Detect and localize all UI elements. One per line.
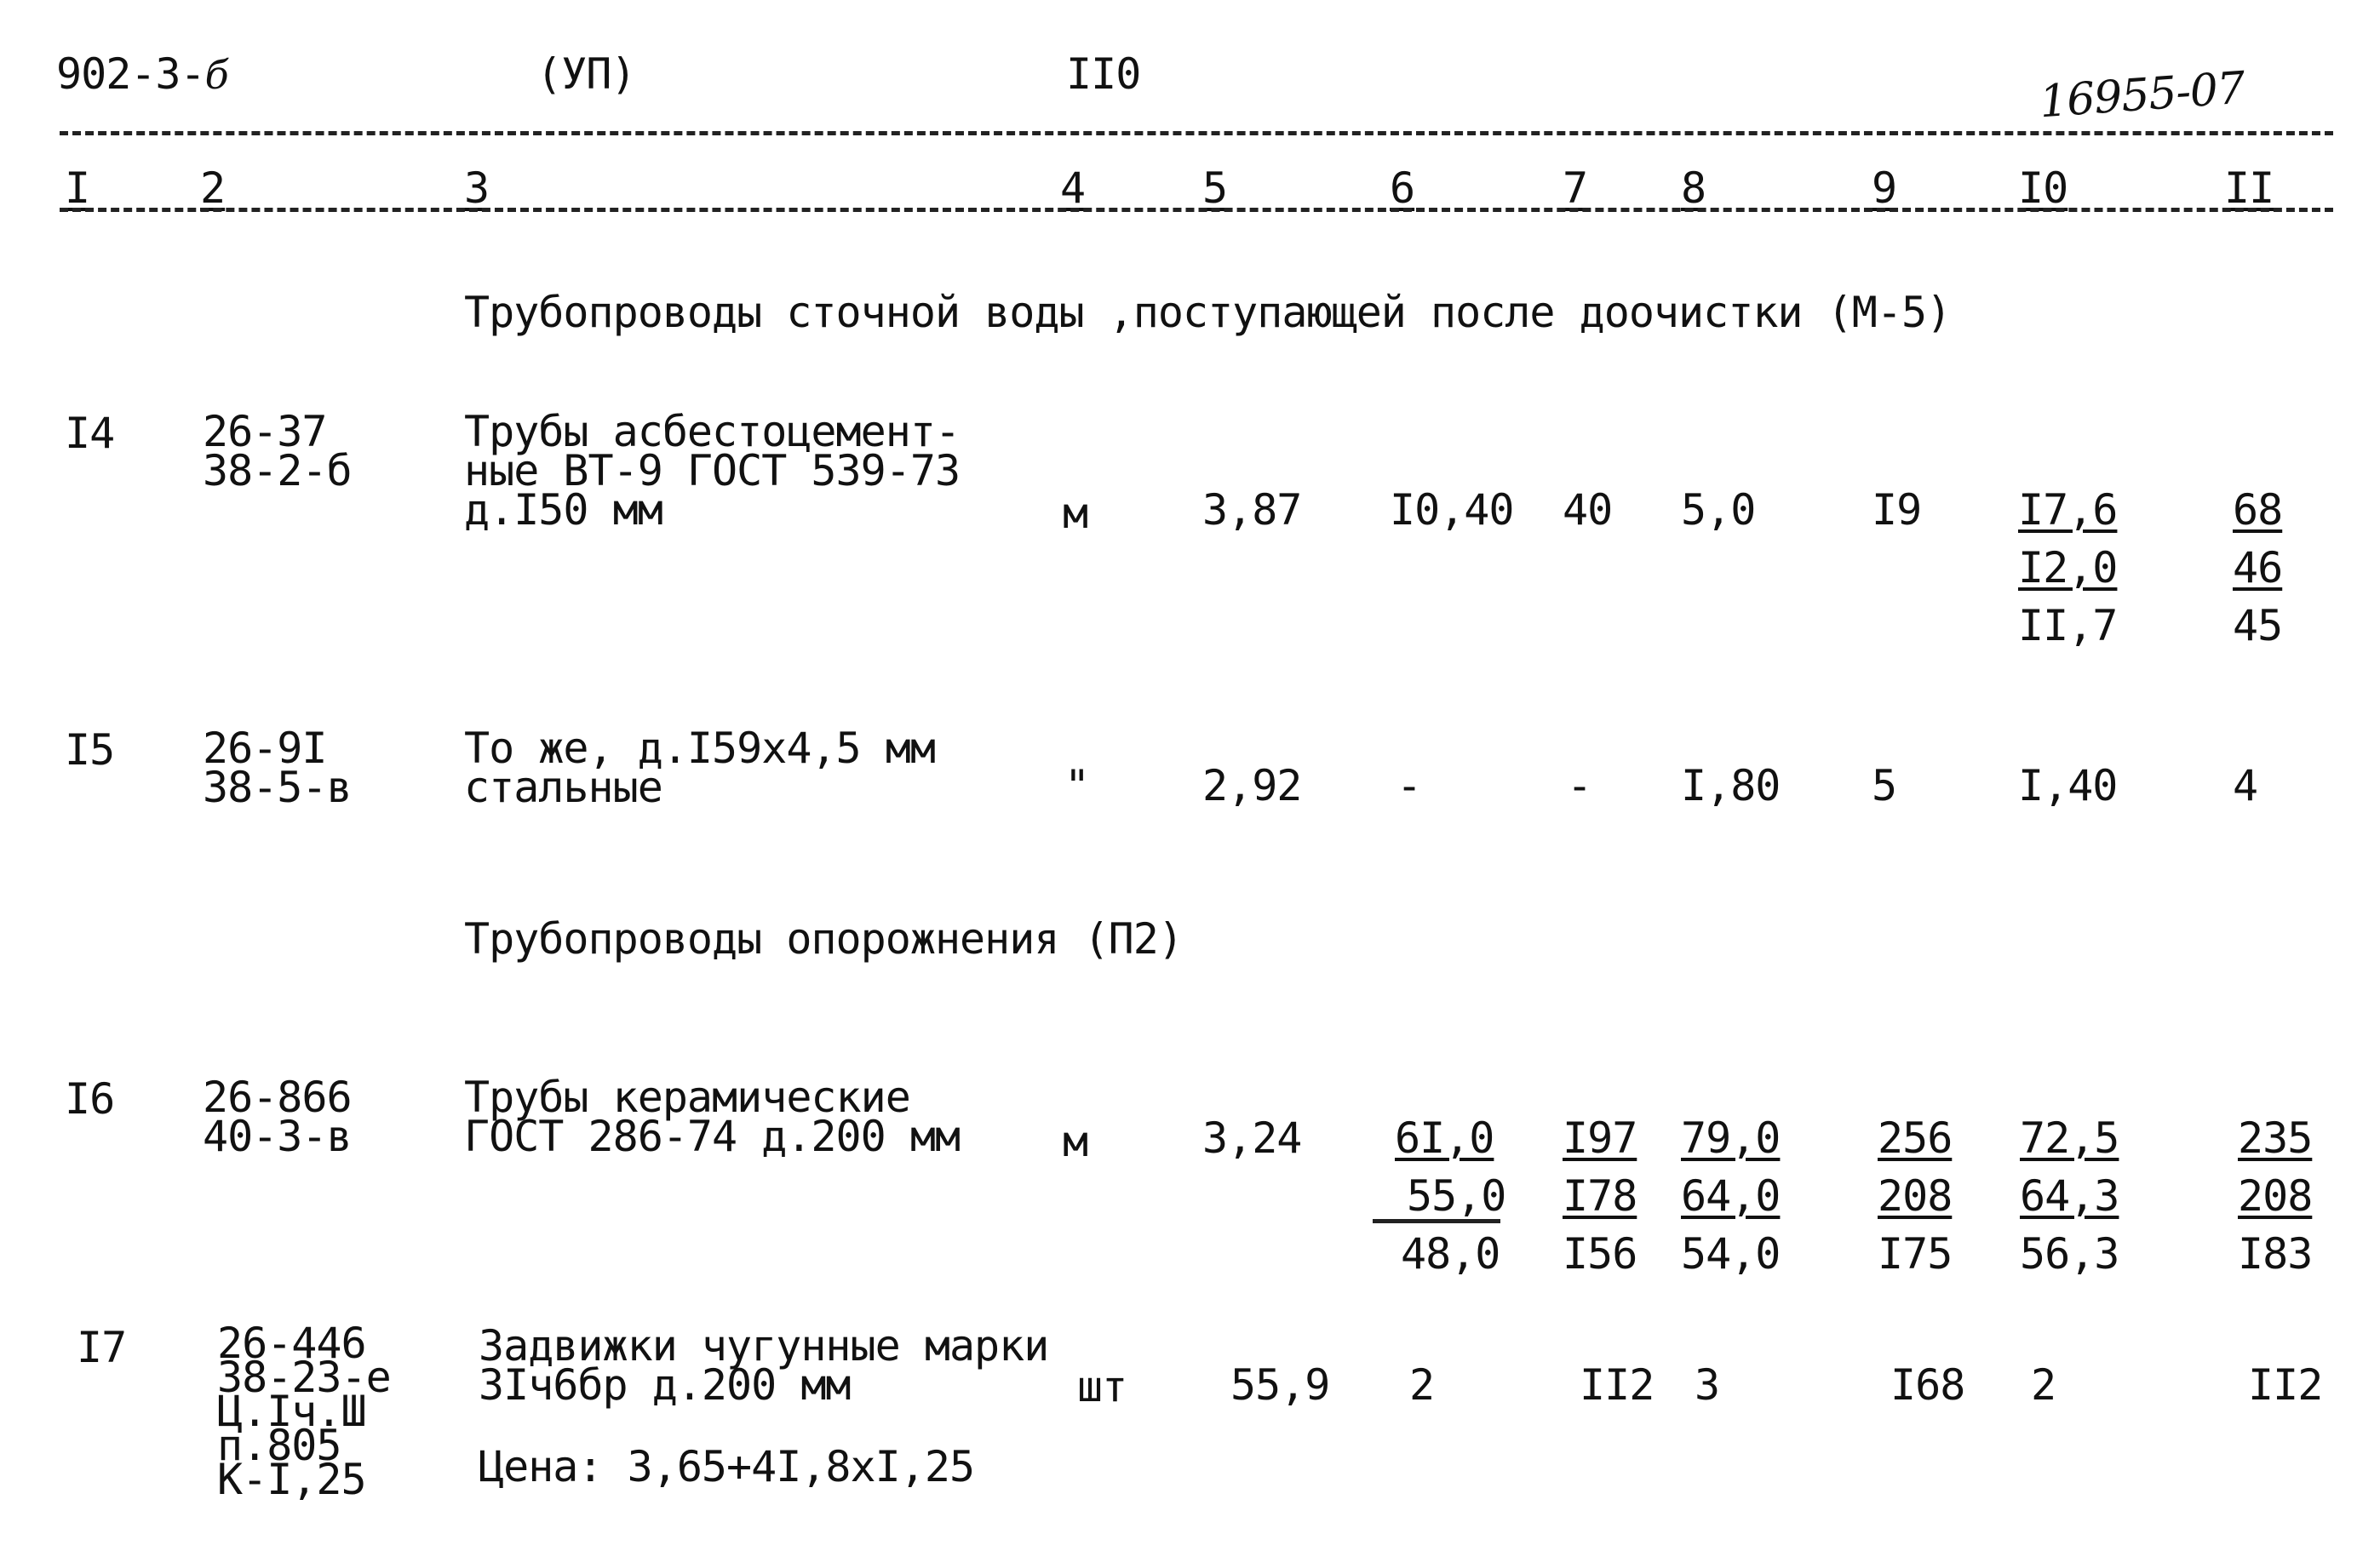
row-i6-col11-value-1: 235 xyxy=(2238,1113,2313,1163)
document-code xyxy=(56,49,228,99)
row-i6-col6-value-1: 6I,0 xyxy=(1395,1113,1494,1163)
row-i6-description: Трубы керамические ГОСТ 286-74 д.200 мм xyxy=(464,1073,961,1161)
row-i6-col10-value-2: 64,3 xyxy=(2020,1171,2119,1221)
row-i4-col5: 3,87 xyxy=(1202,485,1302,535)
row-i4-col10-value-1: I7,6 xyxy=(2018,485,2118,535)
column-number-9: 9 xyxy=(1872,163,1897,213)
row-i4-col9: I9 xyxy=(1872,485,1922,535)
row-i5-col8: I,80 xyxy=(1681,761,1781,810)
row-i6-col8-value-2: 64,0 xyxy=(1681,1171,1781,1221)
column-number-3: 3 xyxy=(464,163,490,213)
row-i4-description: Трубы асбестоцемент- ные ВТ-9 ГОСТ 539-73 д.I50 мм xyxy=(464,407,961,535)
archive-number: 16955-07 xyxy=(2038,62,2246,129)
row-i4-col10-value-2: I2,0 xyxy=(2018,543,2118,592)
row-i6-number: I6 xyxy=(65,1074,115,1124)
row-i6-col10-value-3: 56,3 xyxy=(2020,1229,2119,1279)
row-i5-col5: 2,92 xyxy=(1202,761,1302,810)
row-i4-col8: 5,0 xyxy=(1681,485,1756,535)
row-i7-col6: 2 xyxy=(1409,1360,1435,1410)
row-i4-col7: 40 xyxy=(1563,485,1613,535)
column-number-5: 5 xyxy=(1202,163,1228,213)
row-i4-col6: I0,40 xyxy=(1390,485,1514,535)
document-code-printed: 902-3- xyxy=(56,49,205,99)
row-i7-col8: 3 xyxy=(1695,1360,1720,1410)
column-number-4: 4 xyxy=(1060,163,1086,213)
row-i6-col9-value-1: 256 xyxy=(1878,1113,1953,1163)
row-i6-col8-value-1: 79,0 xyxy=(1681,1113,1781,1163)
row-i4-col11-value-1: 68 xyxy=(2233,485,2283,535)
section-title-wastewater: Трубопроводы сточной воды ,поступающей после доочистки (М-5) xyxy=(464,288,1952,337)
row-i7-code: 26-446 38-23-е Ц.Iч.Ш п.805 К-I,25 xyxy=(217,1319,391,1504)
row-i4-col10-value-3: II,7 xyxy=(2018,601,2118,650)
row-i5-description: То же, д.I59х4,5 мм стальные xyxy=(464,724,935,812)
column-number-6: 6 xyxy=(1390,163,1415,213)
row-i5-col10: I,40 xyxy=(2018,761,2118,810)
row-i7-col10: 2 xyxy=(2031,1360,2056,1410)
row-i7-unit: шт xyxy=(1077,1362,1127,1411)
row-i6-unit: м xyxy=(1063,1117,1088,1166)
section-code: (УП) xyxy=(536,49,636,99)
row-i5-col11: 4 xyxy=(2233,761,2258,810)
column-number-2: 2 xyxy=(200,163,226,213)
row-i5-col7: - xyxy=(1567,761,1592,810)
row-i4-col11-value-2: 46 xyxy=(2233,543,2283,592)
row-i5-unit: " xyxy=(1064,761,1090,810)
row-i4-number: I4 xyxy=(65,409,115,458)
row-i6-col7-value-2: I78 xyxy=(1563,1171,1637,1221)
row-i6-col11-value-3: I83 xyxy=(2238,1229,2313,1279)
row-i6-col11-value-2: 208 xyxy=(2238,1171,2313,1221)
row-i7-col5: 55,9 xyxy=(1230,1360,1330,1410)
row-i6-col8-value-3: 54,0 xyxy=(1681,1229,1781,1279)
document-code-handwritten: б xyxy=(204,52,228,98)
row-i6-col9-value-3: I75 xyxy=(1878,1229,1953,1279)
row-i7-price-note: Цена: 3,65+4I,8хI,25 xyxy=(479,1442,975,1491)
row-i7-col9: I68 xyxy=(1890,1360,1965,1410)
row-i6-col6-fraction-line xyxy=(1373,1219,1500,1223)
column-number-1: I xyxy=(65,163,90,213)
column-number-10: I0 xyxy=(2018,163,2068,213)
column-number-11: II xyxy=(2224,163,2274,213)
row-i7-number: I7 xyxy=(77,1323,127,1372)
row-i4-col11-value-3: 45 xyxy=(2233,601,2283,650)
column-number-8: 8 xyxy=(1681,163,1706,213)
page-number: II0 xyxy=(1066,49,1141,99)
row-i6-col6-value-3: 48,0 xyxy=(1401,1229,1500,1279)
row-i5-col6: - xyxy=(1396,761,1422,810)
row-i5-code: 26-9I 38-5-в xyxy=(203,724,352,812)
row-i5-col9: 5 xyxy=(1872,761,1897,810)
header-separator-top xyxy=(60,131,2333,135)
header-separator-bottom xyxy=(60,208,2333,212)
row-i7-description: Задвижки чугунные марки 3Iч6бр д.200 мм xyxy=(479,1321,1049,1410)
row-i6-col7-value-3: I56 xyxy=(1563,1229,1637,1279)
row-i4-code: 26-37 38-2-б xyxy=(203,407,352,495)
row-i6-col9-value-2: 208 xyxy=(1878,1171,1953,1221)
row-i4-unit: м xyxy=(1063,489,1088,538)
column-number-7: 7 xyxy=(1563,163,1588,213)
row-i7-col7: II2 xyxy=(1580,1360,1655,1410)
row-i7-col11: II2 xyxy=(2248,1360,2323,1410)
row-i6-code: 26-866 40-3-в xyxy=(203,1073,352,1161)
section-title-drainage: Трубопроводы опорожнения (П2) xyxy=(464,914,1183,964)
row-i6-col10-value-1: 72,5 xyxy=(2020,1113,2119,1163)
row-i6-col5: 3,24 xyxy=(1202,1113,1302,1163)
row-i5-number: I5 xyxy=(65,725,115,775)
row-i6-col7-value-1: I97 xyxy=(1563,1113,1637,1163)
row-i6-col6-value-2: 55,0 xyxy=(1407,1171,1506,1221)
